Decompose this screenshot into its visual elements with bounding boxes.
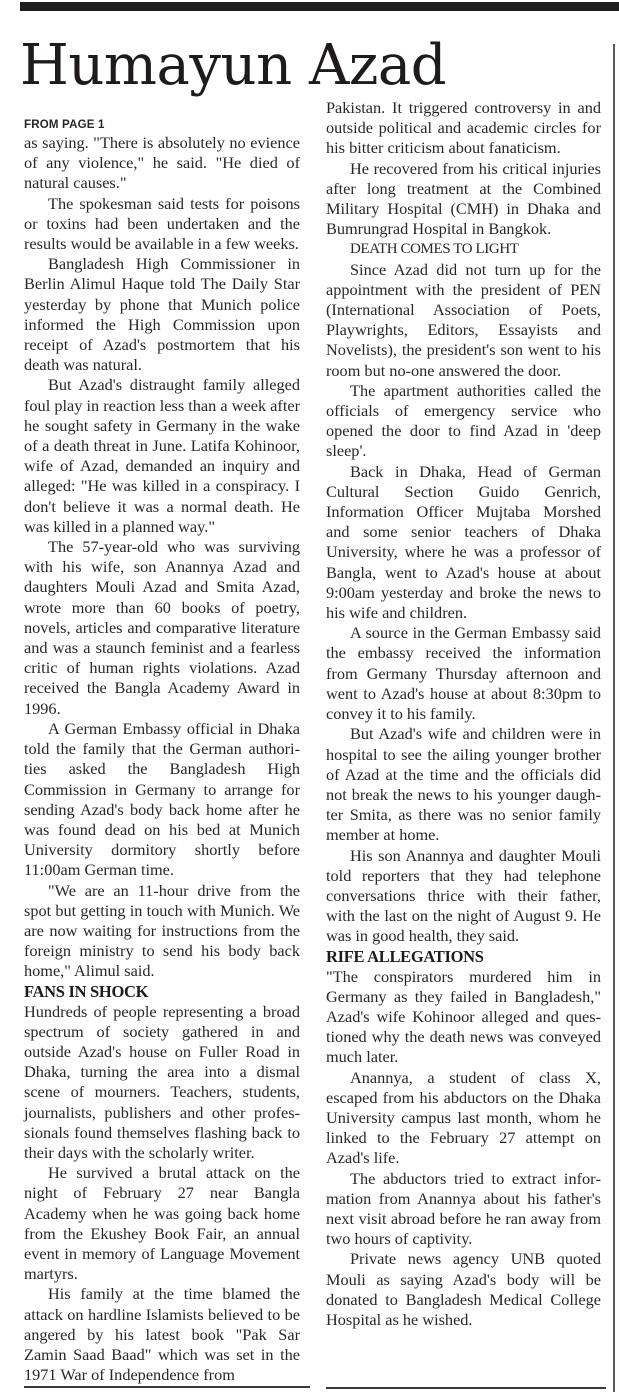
paragraph: Since Azad did not turn up for the appointment with the president of PEN (International Association of Poets, Playwrights, Editors, Essayists and Novelists), the president's son went to his room but no-one answered the door. bbox=[326, 259, 601, 380]
paragraph: as saying. "There is absolutely no evience of any violence," he said. "He died of natural causes." bbox=[24, 133, 300, 193]
paragraph: Bangladesh High Commissioner in Berlin Alimul Haque told The Daily Star yesterday by phone that Munich police informed the High Commission upon receipt of Azad's postmortem that his death was natural. bbox=[24, 254, 300, 375]
right-column bbox=[326, 98, 601, 1330]
paragraph: Anannya, a student of class X, escaped from his abductors on the Dhaka University campus last month, whom he linked to the February 27 attempt on Azad's life. bbox=[326, 1067, 601, 1168]
bottom-rule-left bbox=[24, 1386, 310, 1388]
top-rule bbox=[20, 2, 619, 11]
page-kicker: FROM PAGE 1 bbox=[24, 119, 105, 131]
paragraph: He survived a brutal attack on the night of February 27 near Bangla Academy when he was going back home from the Ekushey Book Fair, an annual event in memory of Language Movement martyrs. bbox=[24, 1163, 300, 1284]
subhead-death-comes-to-light: DEATH COMES TO LIGHT bbox=[350, 241, 519, 258]
right-border-rule bbox=[613, 44, 615, 1392]
paragraph: Hundreds of people representing a broad spectrum of society gathered in and outside Azad's house on Fuller Road in Dhaka, turning the area into a dismal scene of mourners. Teachers, students, journalists, publishers and other professionals found themselves flashing back to their days with the scholarly writer. bbox=[24, 1001, 300, 1162]
paragraph: A source in the German Embassy said the embassy received the information from Germany Thursday afternoon and went to Azad's house at about 8:30pm to convey it to his family. bbox=[326, 623, 601, 724]
paragraph: But Azad's distraught family alleged foul play in reaction less than a week after he sought safety in Germany in the wake of a death threat in June. Latifa Kohinoor, wife of Azad, demanded an inquiry and alleged: "He was killed in a conspiracy. I don't believe it was a normal death. He was killed in a planned way." bbox=[24, 375, 300, 536]
left-column bbox=[24, 118, 300, 1385]
paragraph: The apartment authorities called the officials of emergency service who opened the door to find Azad in 'deep sleep'. bbox=[326, 380, 601, 461]
paragraph: But Azad's wife and children were in hospital to see the ailing younger brother of Azad at the time and the officials did not break the news to his younger daughter Smita, as there was no senior family member at home. bbox=[326, 724, 601, 845]
paragraph: His family at the time blamed the attack on hardline Islamists believed to be angered by his latest book "Pak Sar Zamin Saad Baad" which was set in the 1971 War of Independence from bbox=[24, 1284, 300, 1385]
paragraph: The 57-year-old who was surviving with his wife, son Anannya Azad and daughters Mouli Azad and Smita Azad, wrote more than 60 books of poetry, novels, articles and comparative literature and was a staunch feminist and a fearless critic of human rights violations. Azad received the Bangla Academy Award in 1996. bbox=[24, 537, 300, 718]
paragraph: Private news agency UNB quoted Mouli as saying Azad's body will be donated to Bangladesh Medical College Hospital as he wished. bbox=[326, 1249, 601, 1329]
paragraph: "The conspirators murdered him in Germany as they failed in Bangladesh," Azad's wife Kohinoor alleged and questioned why the death news was conveyed much later. bbox=[326, 966, 601, 1067]
article-headline: Humayun Azad bbox=[20, 33, 447, 98]
bottom-rule-right bbox=[326, 1387, 606, 1389]
paragraph: He recovered from his critical injuries after long treatment at the Combined Military Hospital (CMH) in Dhaka and Bumrungrad Hospital in Bangkok. bbox=[326, 158, 601, 239]
paragraph: The abductors tried to extract information from Anannya about his father's next visit abroad before he ran away from two hours of captivity. bbox=[326, 1168, 601, 1249]
paragraph: His son Anannya and daughter Mouli told reporters that they had telephone conversations thrice with their father, with the last on the night of August 9. He was in good health, they said. bbox=[326, 845, 601, 946]
paragraph: Pakistan. It triggered controversy in and outside political and academic circles for his bitter criticism about fanaticism. bbox=[326, 98, 601, 158]
paragraph: A German Embassy official in Dhaka told the family that the German authorities asked the Bangladesh High Commission in Germany to arrange for sending Azad's body back home after he was found dead on his bed at Munich University dormitory shortly before 11:00am German time. bbox=[24, 718, 300, 880]
subhead-fans-in-shock: FANS IN SHOCK bbox=[24, 981, 149, 1001]
paragraph: Back in Dhaka, Head of German Cultural Section Guido Genrich, Information Officer Mujtaba Morshed and some senior teachers of Dhaka University, where he was a professor of Bangla, went to Azad's house at about 9:00am yesterday and broke the news to his wife and children. bbox=[326, 461, 601, 623]
paragraph: "We are an 11-hour drive from the spot but getting in touch with Munich. We are now waiting for instructions from the foreign ministry to send his body back home," Alimul said. bbox=[24, 880, 300, 981]
subhead-rife-allegations: RIFE ALLEGATIONS bbox=[326, 946, 484, 966]
paragraph: The spokesman said tests for poisons or toxins had been undertaken and the results would be available in a few weeks. bbox=[24, 193, 300, 254]
